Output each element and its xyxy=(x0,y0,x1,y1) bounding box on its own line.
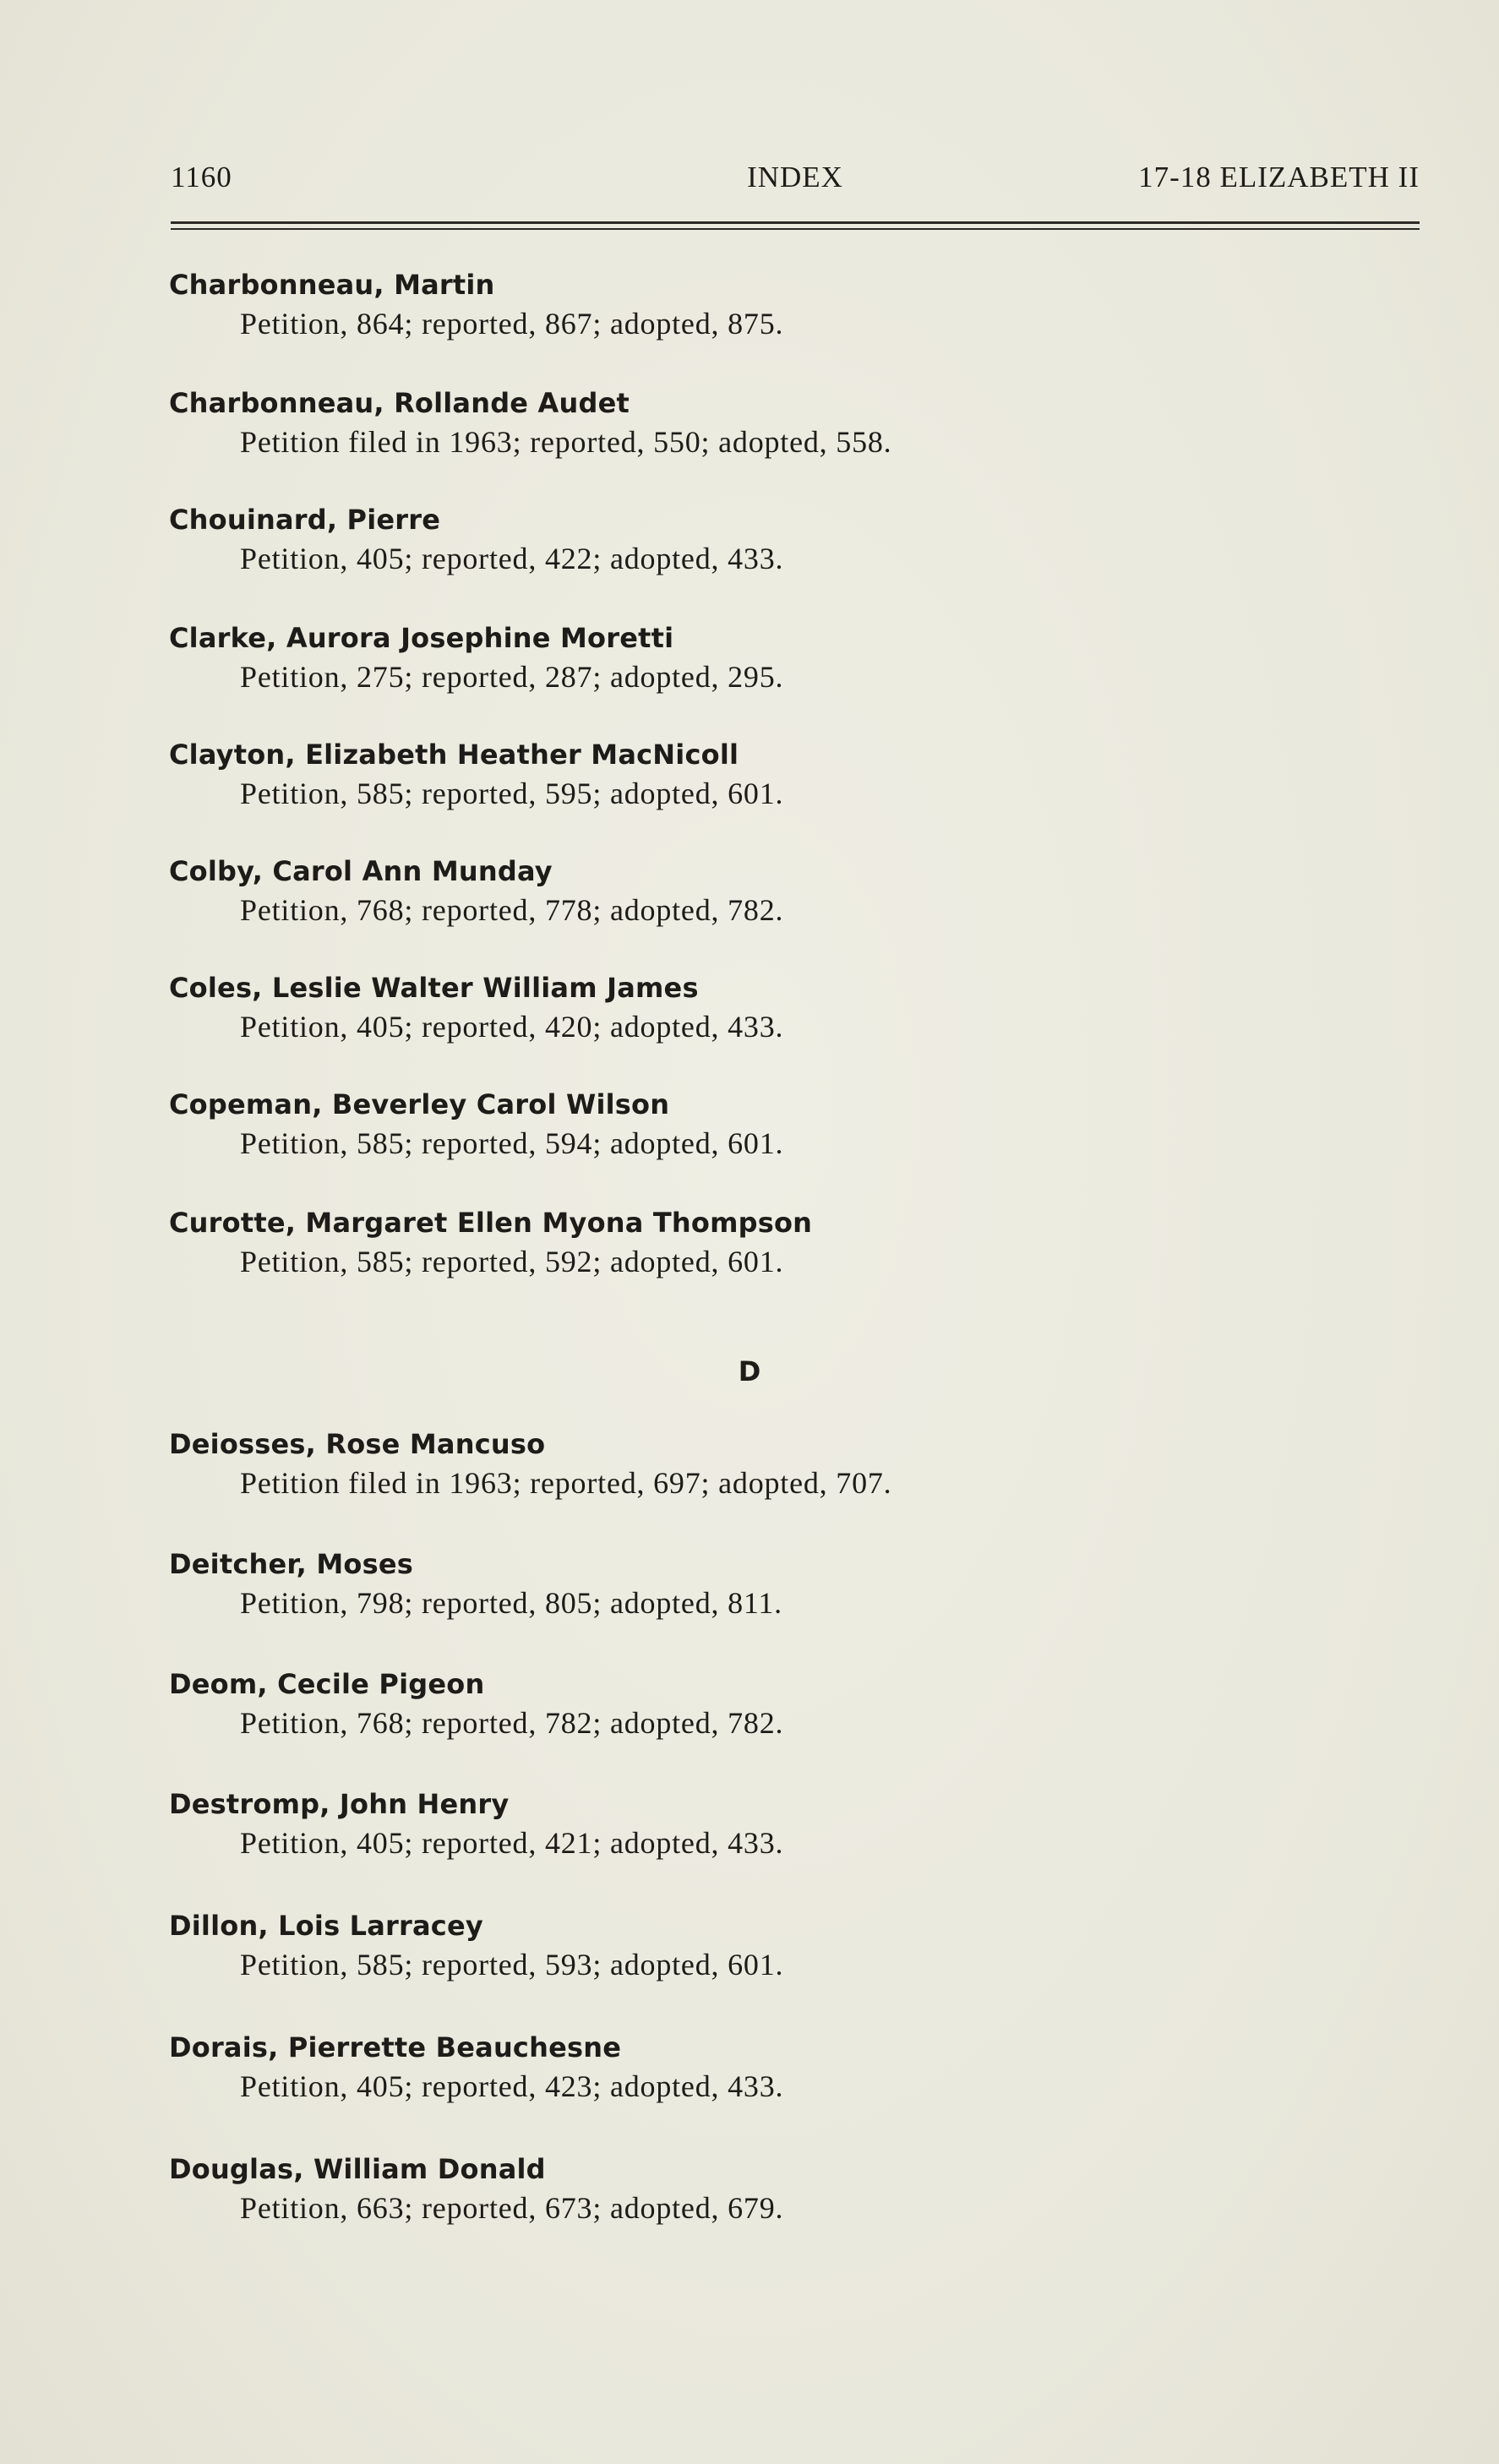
section-heading-d: D xyxy=(738,1355,761,1387)
volume-label: 17-18 ELIZABETH II xyxy=(1138,161,1420,194)
index-entry xyxy=(169,1668,783,1741)
index-entry xyxy=(169,2153,783,2226)
entry-detail: Petition, 768; reported, 782; adopted, 782. xyxy=(240,1706,784,1740)
page-header xyxy=(171,161,1420,203)
index-entry xyxy=(169,1548,782,1621)
entry-detail: Petition, 663; reported, 673; adopted, 679. xyxy=(240,2191,784,2225)
index-entry xyxy=(169,2031,783,2104)
entry-name: Douglas, William Donald xyxy=(169,2153,546,2185)
entry-name: Chouinard, Pierre xyxy=(169,504,441,536)
entry-detail: Petition filed in 1963; reported, 697; adopted, 707. xyxy=(240,1466,892,1500)
entry-detail: Petition, 864; reported, 867; adopted, 875. xyxy=(240,307,784,341)
entry-detail: Petition, 405; reported, 422; adopted, 433. xyxy=(240,542,784,575)
page-number: 1160 xyxy=(171,161,232,194)
index-entry xyxy=(169,387,891,460)
index-entry xyxy=(169,269,783,341)
index-entry xyxy=(169,1910,783,1982)
entry-detail: Petition, 798; reported, 805; adopted, 811. xyxy=(240,1586,782,1620)
entry-name: Destromp, John Henry xyxy=(169,1788,510,1820)
index-entry xyxy=(169,739,783,811)
entry-detail: Petition, 405; reported, 420; adopted, 433. xyxy=(240,1010,784,1044)
entry-name: Charbonneau, Martin xyxy=(169,269,495,301)
entry-name: Dillon, Lois Larracey xyxy=(169,1910,483,1942)
entry-name: Deiosses, Rose Mancuso xyxy=(169,1428,546,1460)
entry-detail: Petition, 405; reported, 423; adopted, 433. xyxy=(240,2069,784,2103)
entry-detail: Petition, 768; reported, 778; adopted, 782. xyxy=(240,893,784,927)
entry-name: Coles, Leslie Walter William James xyxy=(169,972,699,1004)
page-title: INDEX xyxy=(747,161,843,194)
entry-detail: Petition, 585; reported, 594; adopted, 601. xyxy=(240,1126,784,1160)
index-entry xyxy=(169,622,783,695)
entry-name: Curotte, Margaret Ellen Myona Thompson xyxy=(169,1207,813,1239)
header-rule-bottom xyxy=(171,228,1420,230)
index-entry xyxy=(169,1088,783,1161)
entry-detail: Petition, 585; reported, 595; adopted, 601. xyxy=(240,777,784,810)
entry-name: Copeman, Beverley Carol Wilson xyxy=(169,1088,670,1120)
entry-name: Charbonneau, Rollande Audet xyxy=(169,387,630,419)
index-entry xyxy=(169,972,783,1044)
entry-detail: Petition filed in 1963; reported, 550; adopted, 558. xyxy=(240,425,892,459)
entry-detail: Petition, 585; reported, 593; adopted, 601. xyxy=(240,1948,784,1982)
entry-name: Clayton, Elizabeth Heather MacNicoll xyxy=(169,739,739,771)
entry-name: Deom, Cecile Pigeon xyxy=(169,1668,485,1700)
entry-detail: Petition, 585; reported, 592; adopted, 601. xyxy=(240,1245,784,1278)
entry-name: Colby, Carol Ann Munday xyxy=(169,855,553,887)
entry-name: Dorais, Pierrette Beauchesne xyxy=(169,2031,622,2063)
index-entry xyxy=(169,1207,812,1279)
entry-name: Deitcher, Moses xyxy=(169,1548,413,1580)
entry-name: Clarke, Aurora Josephine Moretti xyxy=(169,622,674,654)
index-entry xyxy=(169,504,783,576)
entry-detail: Petition, 405; reported, 421; adopted, 433. xyxy=(240,1826,784,1860)
header-rule-top xyxy=(171,221,1420,224)
entry-detail: Petition, 275; reported, 287; adopted, 295. xyxy=(240,660,784,694)
index-entry xyxy=(169,1428,891,1501)
index-entry xyxy=(169,855,783,928)
index-entry xyxy=(169,1788,783,1861)
